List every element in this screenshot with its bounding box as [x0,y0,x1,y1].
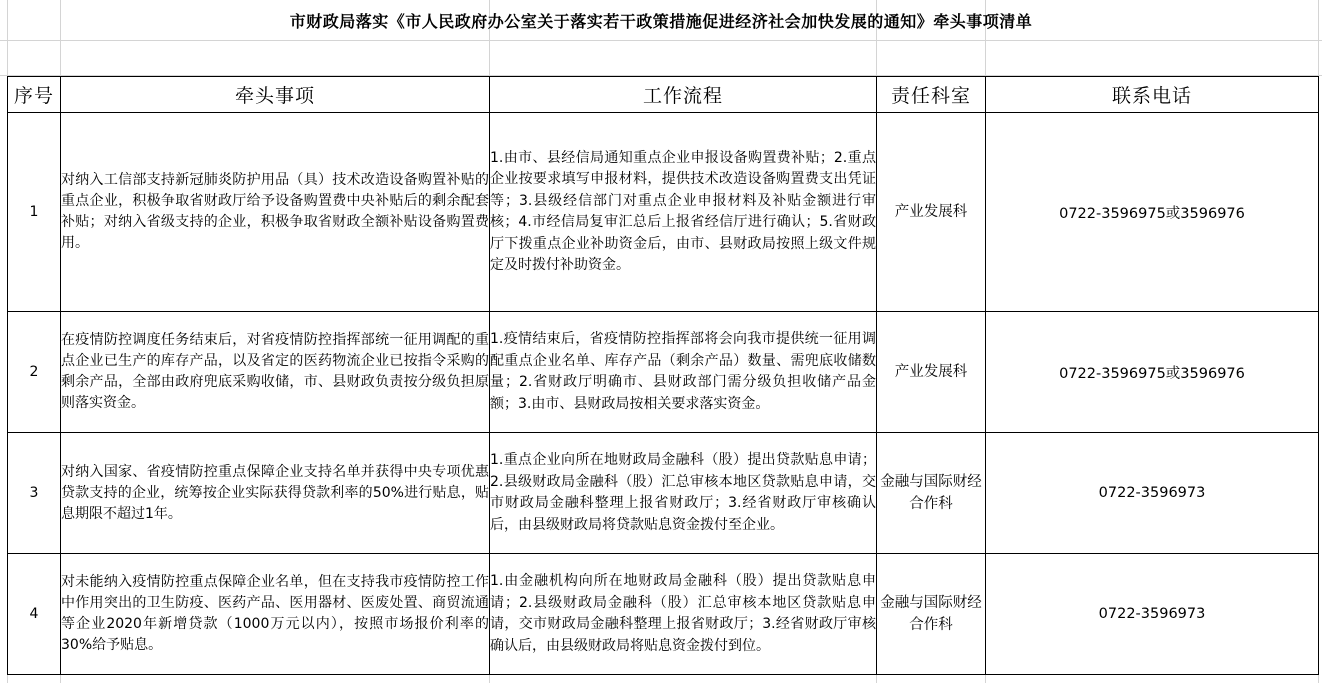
flow-text: 1.由市、县经信局通知重点企业申报设备购置费补贴；2.重点企业按要求填写申报材料，提供技术改造设备购置费支出凭证等；3.县级经信部门对重点企业申报材料及补贴金额进行审核；4.市经信局复审汇总后上报省经信厅进行确认；5.省财政厅下拨重点企业补助资金后，由市、县财政局按照上级文件规定及时拨付补助资金。 [490,149,876,273]
item-text: 对纳入国家、省疫情防控重点保障企业支持名单并获得中央专项优惠贷款支持的企业，统筹按企业实际获得贷款利率的50%进行贴息，贴息期限不超过1年。 [61,463,489,522]
cell-flow[interactable] [490,554,877,675]
table-row [8,433,1319,554]
header-item[interactable]: 牵头事项 [61,77,490,113]
header-flow[interactable]: 工作流程 [490,77,877,113]
flow-text: 1.疫情结束后，省疫情防控指挥部将会向我市提供统一征用调配重点企业名单、库存产品（剩余产品）数量、需兜底收储数量；2.省财政厅明确市、县财政部门需分级负担收储产品金额；3.由市、县财政局按相关要求落实资金。 [490,331,876,412]
header-phone[interactable]: 联系电话 [986,77,1319,113]
cell-phone[interactable]: 0722-3596973 [986,554,1319,675]
cell-item[interactable] [61,433,490,554]
flow-text: 1.由金融机构向所在地财政局金融科（股）提出贷款贴息申请；2.县级财政局金融科（股）汇总审核本地区贷款贴息申请，交市财政局金融科整理上报省财政厅；3.经省财政厅审核确认后，由县级财政局将贴息资金拨付到位。 [490,573,876,654]
cell-item[interactable] [61,113,490,312]
cell-flow[interactable] [490,433,877,554]
cell-seq[interactable]: 3 [8,433,61,554]
flow-text: 1.重点企业向所在地财政局金融科（股）提出贷款贴息申请；2.县级财政局金融科（股）汇总审核本地区贷款贴息申请，交市财政局金融科整理上报省财政厅；3.经省财政厅审核确认后，由县级财政局将贷款贴息资金拨付至企业。 [490,452,876,533]
cell-dept[interactable]: 金融与国际财经合作科 [877,433,986,554]
cell-item[interactable] [61,312,490,433]
item-text: 对未能纳入疫情防控重点保障企业名单，但在支持我市疫情防控工作中作用突出的卫生防疫、医药产品、医用器材、医废处置、商贸流通等企业2020年新增贷款（1000万元以内），按照市场报价利率的30%给予贴息。 [61,574,489,653]
cell-flow[interactable] [490,113,877,312]
item-text: 对纳入工信部支持新冠肺炎防护用品（具）技术改造设备购置补贴的重点企业，积极争取省财政厅给予设备购置费中央补贴后的剩余配套补贴；对纳入省级支持的企业，积极争取省财政全额补贴设备购置费用。 [61,172,489,251]
cell-dept[interactable]: 产业发展科 [877,312,986,433]
data-table [7,76,1319,675]
item-text: 在疫情防控调度任务结束后，对省疫情防控指挥部统一征用调配的重点企业已生产的库存产品，以及省定的医药物流企业已按指令采购的剩余产品，全部由政府兜底采购收储，市、县财政负责按分级负担原则落实资金。 [61,332,489,411]
sheet-title[interactable]: 市财政局落实《市人民政府办公室关于落实若干政策措施促进经济社会加快发展的通知》牵头事项清单 [289,11,1033,31]
table-row [8,554,1319,675]
cell-dept[interactable]: 金融与国际财经合作科 [877,554,986,675]
cell-seq[interactable]: 2 [8,312,61,433]
cell-flow[interactable] [490,312,877,433]
table-row [8,113,1319,312]
table-row [8,312,1319,433]
cell-seq[interactable]: 4 [8,554,61,675]
cell-phone[interactable]: 0722-3596975或3596976 [986,312,1319,433]
header-dept[interactable]: 责任科室 [877,77,986,113]
cell-phone[interactable]: 0722-3596973 [986,433,1319,554]
cell-dept[interactable]: 产业发展科 [877,113,986,312]
header-seq[interactable]: 序号 [8,77,61,113]
cell-seq[interactable]: 1 [8,113,61,312]
blank-row[interactable] [0,40,1322,76]
cell-phone[interactable]: 0722-3596975或3596976 [986,113,1319,312]
cell-item[interactable] [61,554,490,675]
header-row [8,77,1319,113]
